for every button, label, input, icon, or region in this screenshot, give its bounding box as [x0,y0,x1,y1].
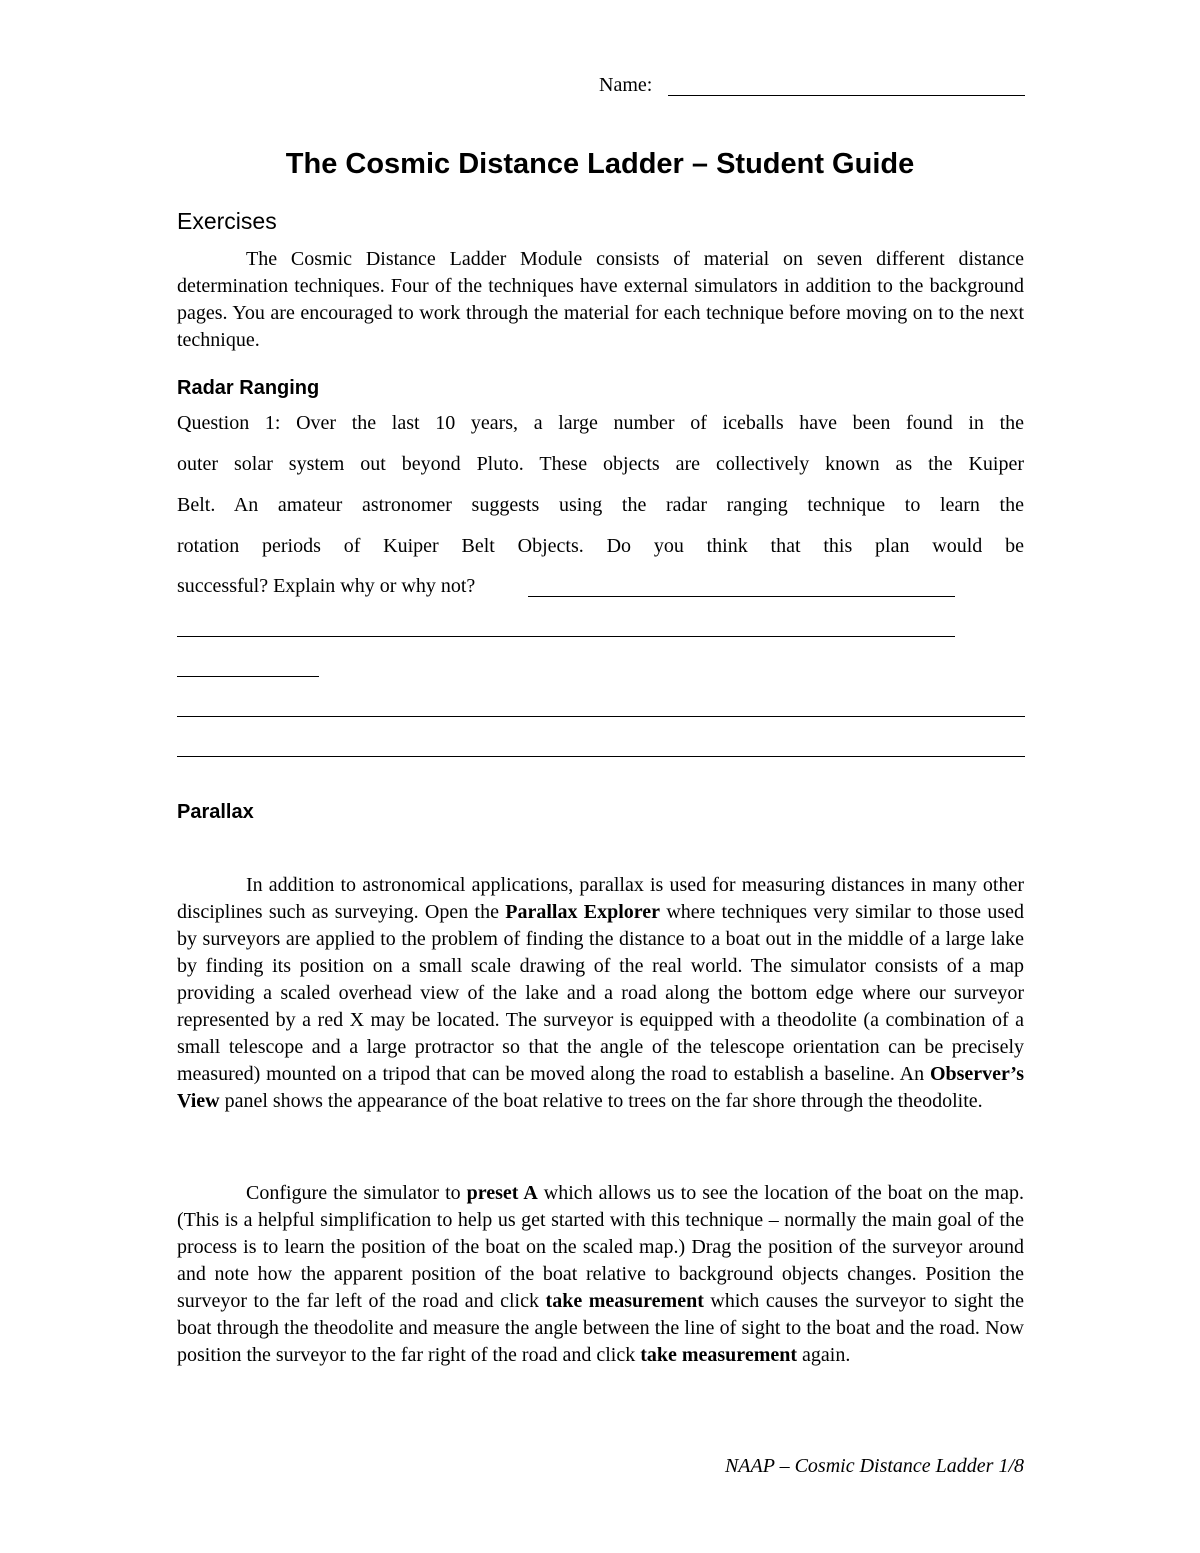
radar-ranging-heading: Radar Ranging [177,377,320,399]
page-title: The Cosmic Distance Ladder – Student Guide [285,148,915,180]
answer-line-5[interactable] [177,756,1025,757]
exercises-heading: Exercises [177,208,277,234]
question-1-line-5: successful? Explain why or why not? [177,575,476,597]
exercises-intro: The Cosmic Distance Ladder Module consists of material on seven different distance determination techniques. Four of the techniques have external simulators in addition to the background pages. You are encouraged to work through the material for each technique before moving on to the next technique. [177,248,1024,351]
preset-a-term: preset A [466,1182,538,1204]
parallax-paragraph-1: In addition to astronomical applications, parallax is used for measuring distances in many other disciplines such as surveying. Open the Parallax Explorer where techniques very similar to those used by surveyors are applied to the problem of finding the distance to a boat out in the middle of a large lake by finding its position on a small scale drawing of the real world. The simulator consists of a map providing a scaled overhead view of the lake and a road along the bottom edge where our surveyor represented by a red X may be located. The surveyor is equipped with a theodolite (a combination of a small telescope and a large protractor so that the angle of the telescope orientation can be precisely measured) mounted on a tripod that can be moved along the road to establish a baseline. An Observer’s View panel shows the appearance of the boat relative to trees on the far shore through the theodolite. [177,874,1025,1112]
name-blank-line[interactable] [668,95,1025,96]
parallax-heading: Parallax [177,801,254,823]
answer-line-3[interactable] [177,676,319,677]
take-measurement-term: take measurement [545,1290,704,1312]
parallax-explorer-term: Parallax Explorer [505,901,661,923]
question-1-line-2: outer solar system out beyond Pluto. These objects are collectively known as the Kuiper [177,453,1024,475]
observers-view-term: Observer’s View [177,1063,1024,1112]
name-label: Name: [599,74,653,96]
question-1-line-3: Belt. An amateur astronomer suggests using the radar ranging technique to learn the [177,494,1024,516]
question-1-line-1: Question 1: Over the last 10 years, a large number of iceballs have been found in the [177,412,1024,434]
page-footer: NAAP – Cosmic Distance Ladder 1/8 [724,1455,1024,1477]
parallax-paragraph-2: Configure the simulator to preset A which allows us to see the location of the boat on the map. (This is a helpful simplification to help us get started with this technique – normally the main goal of the process is to learn the position of the boat on the scaled map.) Drag the position of the surveyor around and note how the apparent position of the boat relative to background objects changes. Position the surveyor to the far left of the road and click take measurement which causes the surveyor to sight the boat through the theodolite and measure the angle between the line of sight to the boat and the road. Now position the surveyor to the far right of the road and click take measurement again. [177,1182,1024,1366]
question-1-line-4: rotation periods of Kuiper Belt Objects. Do you think that this plan would be [177,535,1024,557]
take-measurement-term-2: take measurement [640,1344,798,1366]
answer-line-4[interactable] [177,716,1025,717]
answer-line-1[interactable] [528,596,955,597]
answer-line-2[interactable] [177,636,955,637]
